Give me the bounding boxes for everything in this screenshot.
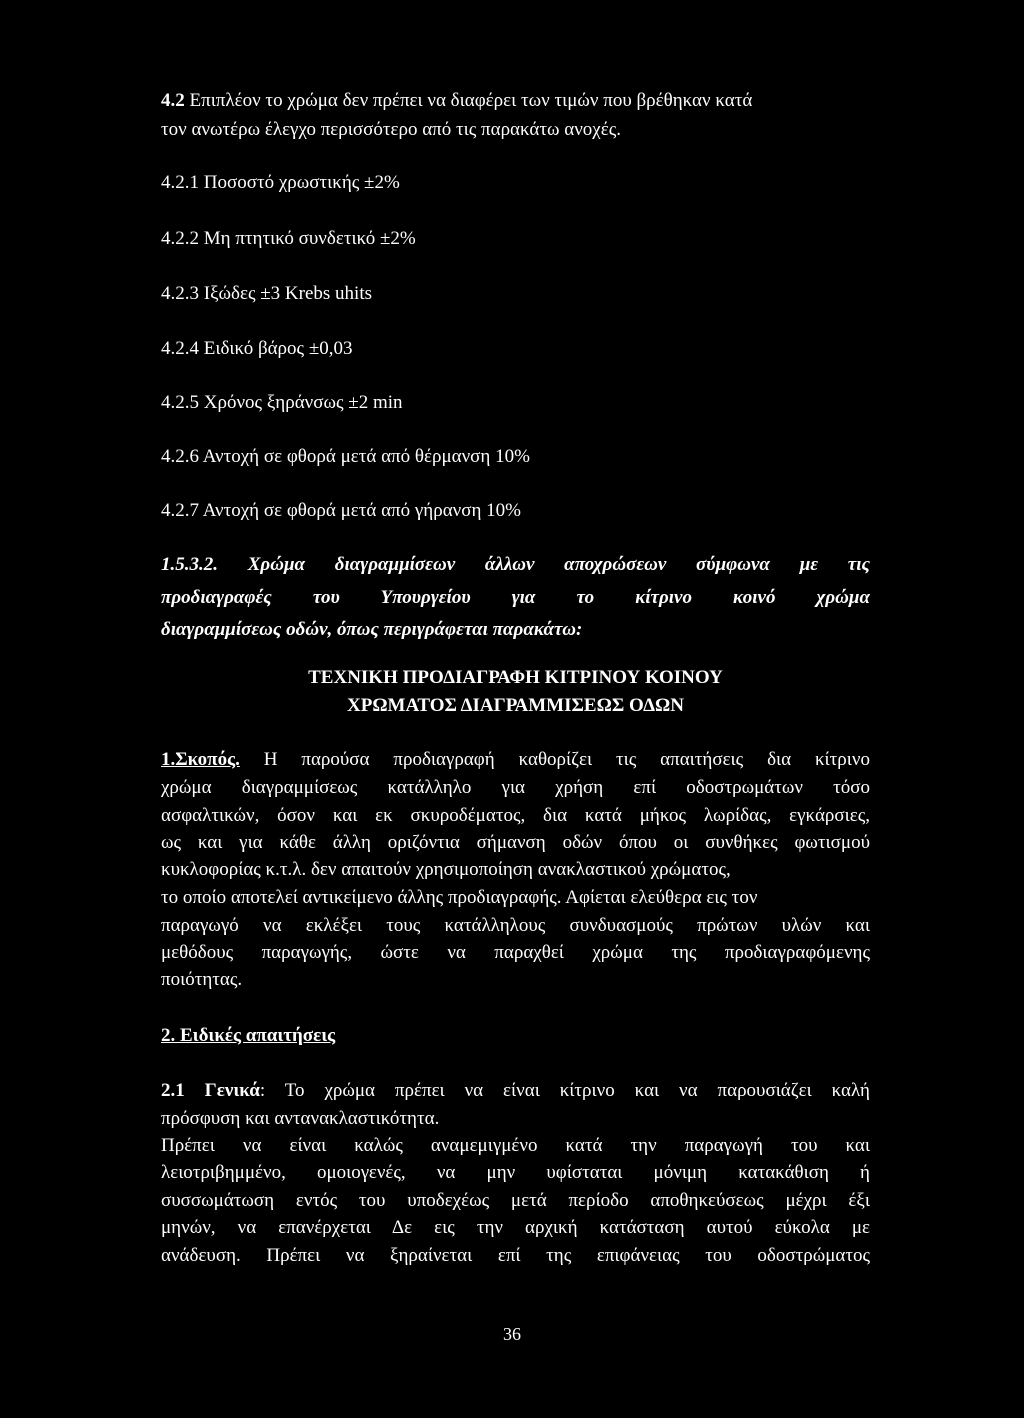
purpose-line: το οποίο αποτελεί αντικείμενο άλλης προδιαγραφής. Αφίεται ελεύθερα εις τον — [161, 887, 758, 908]
tolerance-item: 4.2.2 Μη πτητικό συνδετικό ±2% — [161, 228, 416, 249]
purpose-line: ποιότητας. — [161, 969, 243, 990]
tolerance-item: 4.2.5 Χρόνος ξηράνσως ±2 min — [161, 392, 403, 413]
section-2-1-line: συσσωμάτωση εντός του υποδεχέως μετά περίοδο αποθηκεύσεως μέχρι έξι — [161, 1190, 870, 1211]
tolerance-item: 4.2.7 Αντοχή σε φθορά μετά από γήρανση 10% — [161, 500, 521, 521]
purpose-line: ασφαλτικών, όσον και εκ σκυροδέματος, δια κατά μήκος λωρίδας, εγκάρσιες, — [161, 805, 870, 826]
tolerance-item: 4.2.3 Ιξώδες ±3 Krebs uhits — [161, 283, 373, 304]
section-2-1-line: Πρέπει να είναι καλώς αναμεμιγμένο κατά την παραγωγή του και — [161, 1135, 870, 1156]
spec-title: ΤΕΧΝΙΚΗ ΠΡΟΔΙΑΓΡΑΦΗ ΚΙΤΡΙΝΟΥ ΚΟΙΝΟΥ — [308, 667, 723, 688]
section-2-1-line: μηνών, να επανέρχεται Δε εις την αρχική κατάσταση αυτού εύκολα με — [161, 1217, 870, 1238]
section-2-1-line: ανάδευση. Πρέπει να ξηραίνεται επί της επιφάνειας του οδοστρώματος — [161, 1245, 870, 1266]
section-2-1-line: λειοτριβημμένο, ομοιογενές, να μην υφίσταται μόνιμη κατακάθιση ή — [161, 1162, 870, 1183]
section-2-1-line: πρόσφυση και αντανακλαστικότητα. — [161, 1108, 440, 1129]
page-number: 36 — [503, 1324, 521, 1344]
purpose-heading: 1.Σκοπός. — [161, 749, 240, 770]
section-4-2-intro-continued: τον ανωτέρω έλεγχο περισσότερο από τις παρακάτω ανοχές. — [161, 119, 621, 140]
purpose-line: χρώμα διαγραμμίσεως κατάλληλο για χρήση επί οδοστρωμάτων τόσο — [161, 777, 870, 798]
section-2-1-heading: 2.1 Γενικά — [161, 1080, 260, 1101]
spec-title: ΧΡΩΜΑΤΟΣ ΔΙΑΓΡΑΜΜΙΣΕΩΣ ΟΔΩΝ — [347, 695, 684, 716]
purpose-line: κυκλοφορίας κ.τ.λ. δεν απαιτούν χρησιμοποίηση ανακλαστικού χρώματος, — [161, 859, 731, 880]
section-2-heading: 2. Ειδικές απαιτήσεις — [161, 1025, 336, 1046]
tolerance-item: 4.2.6 Αντοχή σε φθορά μετά από θέρμανση 10% — [161, 446, 530, 467]
section-1-5-3-2-heading: προδιαγραφές του Υπουργείου για το κίτρινο κοινό χρώμα — [161, 587, 870, 608]
tolerance-item: 4.2.1 Ποσοστό χρωστικής ±2% — [161, 172, 400, 193]
section-4-2-intro — [161, 88, 870, 114]
purpose-line: μεθόδους παραγωγής, ώστε να παραχθεί χρώμα της προδιαγραφόμενης — [161, 942, 870, 963]
section-2-1-text: : Το χρώμα πρέπει να είναι κίτρινο και να παρουσιάζει καλή — [259, 1080, 870, 1101]
section-number: 4.2 — [161, 90, 185, 111]
purpose-text: Η παρούσα προδιαγραφή καθορίζει τις απαιτήσεις δια κίτρινο — [239, 749, 870, 770]
purpose-line: ως και για κάθε άλλη οριζόντια σήμανση οδών όπου οι συνθήκες φωτισμού — [161, 832, 870, 853]
section-1-5-3-2-heading: διαγραμμίσεως οδών, όπως περιγράφεται παρακάτω: — [161, 619, 583, 640]
purpose-first-line — [161, 747, 870, 773]
purpose-line: παραγωγό να εκλέξει τους κατάλληλους συνδυασμούς πρώτων υλών και — [161, 915, 870, 936]
section-4-2-intro-text: Επιπλέον το χρώμα δεν πρέπει να διαφέρει των τιμών που βρέθηκαν κατά — [184, 90, 753, 111]
section-1-5-3-2-heading: 1.5.3.2. Χρώμα διαγραμμίσεων άλλων αποχρώσεων σύμφωνα με τις — [161, 554, 870, 575]
tolerance-item: 4.2.4 Ειδικό βάρος ±0,03 — [161, 338, 353, 359]
section-2-1-first-line — [161, 1078, 870, 1104]
